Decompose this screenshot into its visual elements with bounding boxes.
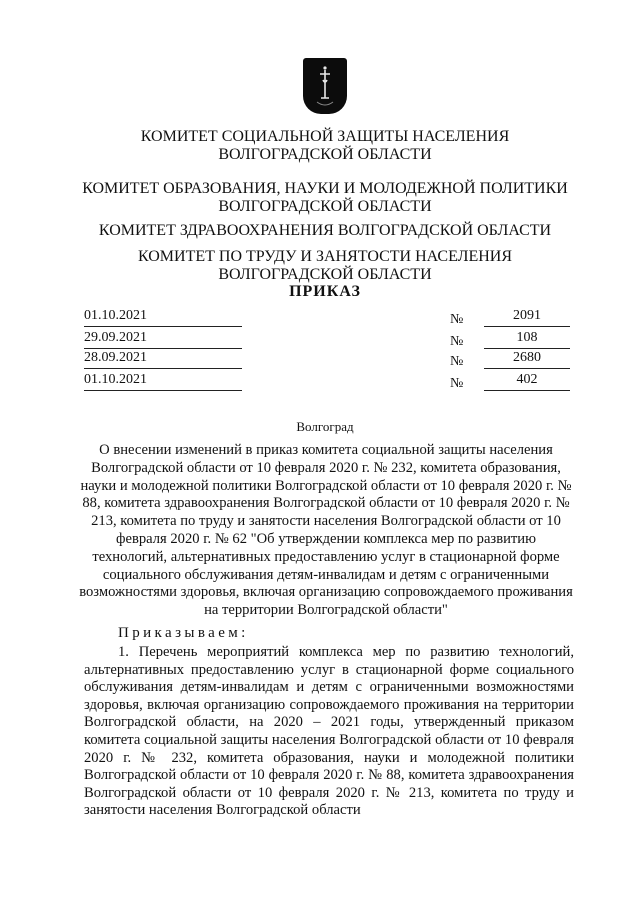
committee-education-line-2: ВОЛГОГРАДСКОЙ ОБЛАСТИ (218, 198, 432, 215)
committee-health-line: КОМИТЕТ ЗДРАВООХРАНЕНИЯ ВОЛГОГРАДСКОЙ ОБЛАСТИ (98, 222, 552, 239)
document-title: ПРИКАЗ (289, 283, 361, 300)
registration-row (84, 308, 572, 330)
registration-number: 108 (484, 330, 570, 349)
coat-of-arms-icon (303, 58, 347, 114)
committee-labor-line-1: КОМИТЕТ ПО ТРУДУ И ЗАНЯТОСТИ НАСЕЛЕНИЯ (137, 248, 513, 265)
registration-date: 01.10.2021 (84, 372, 242, 391)
number-sign: № (450, 354, 464, 369)
registration-date: 28.09.2021 (84, 350, 242, 369)
committee-social-line-2: ВОЛГОГРАДСКОЙ ОБЛАСТИ (218, 146, 432, 163)
city-name: Волгоград (296, 419, 354, 434)
coat-of-arms-graphic (303, 58, 347, 114)
registration-date: 29.09.2021 (84, 330, 242, 349)
committee-social-line-1: КОМИТЕТ СОЦИАЛЬНОЙ ЗАЩИТЫ НАСЕЛЕНИЯ (140, 128, 510, 145)
committee-labor-line-2: ВОЛГОГРАДСКОЙ ОБЛАСТИ (218, 266, 432, 283)
registration-number: 2091 (484, 308, 570, 327)
registration-number: 402 (484, 372, 570, 391)
registration-date: 01.10.2021 (84, 308, 242, 327)
registration-row (84, 350, 572, 372)
number-sign: № (450, 334, 464, 349)
registration-row (84, 330, 572, 352)
number-sign: № (450, 312, 464, 327)
number-sign: № (450, 376, 464, 391)
paragraph-1: 1. Перечень мероприятий комплекса мер по развитию технологий, альтернативных предоставлению услуг в стационарной форме социального обслуживания детям-инвалидам и детям с ограниченными возможностями здоровья, включая организацию сопровождаемого проживания на территории Волгоградской области, на 2020 – 2021 годы, утвержденный приказом комитета социальной защиты населения Волгоградской области от 10 февраля 2020 г. № 232, комитета образования, науки и молодежной политики Волгоградской области от 10 февраля 2020 г. № 88, комитета здравоохранения Волгоградской области от 10 февраля 2020 г. № 213, комитета по труду и занятости населения Волгоградской области (84, 644, 574, 819)
order-directive: Приказываем: (118, 625, 249, 641)
order-subject: О внесении изменений в приказ комитета социальной защиты населения Волгоградской области от 10 февраля 2020 г. № 232, комитета образования, науки и молодежной политики Волгоградской области от 10 февраля 2020 г. № 88, комитета здравоохранения Волгоградской области от 10 февраля 2020 г. № 213, комитета по труду и занятости населения Волгоградской области от 10 февраля 2020 г. № 62 "Об утверждении комплекса мер по развитию технологий, альтернативных предоставлению услуг в стационарной форме социального обслуживания детям-инвалидам и детям с ограниченными возможностями здоровья, включая организацию сопровождаемого проживания на территории Волгоградской области" (79, 442, 573, 619)
registration-row (84, 372, 572, 394)
registration-number: 2680 (484, 350, 570, 369)
committee-education-line-1: КОМИТЕТ ОБРАЗОВАНИЯ, НАУКИ И МОЛОДЕЖНОЙ ПОЛИТИКИ (82, 180, 568, 197)
